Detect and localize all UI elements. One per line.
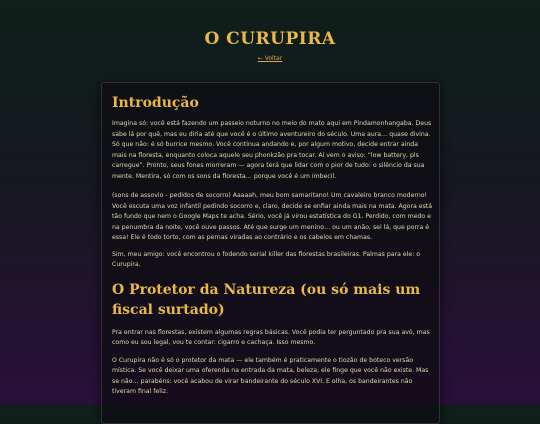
paragraph: Sim, meu amigo: você encontrou o fodendo serial killer das florestas brasileiras. Palmas para ele: o Curupira. (112, 250, 421, 268)
paragraph: (sons de assovio - pedidos de socorro) Aaaaah, meu bom samaritano! Um cavaleiro branco moderno! Você escuta uma voz infantil pedindo socorro e, claro, decide se enfiar ainda mais na mata. Agora está tão fundo que nem o Google Maps te acha. Sério, você já virou estatística do G1. Perdido, com medo e na penumbra da noite, você ouve passos. Até que surge um menino… ou um anão, sei lá, que porra é essa! Ele é todo torto, com as pernas viradas ao contrário e os cabelos em chamas. (112, 192, 433, 241)
page-title: O CURUPIRA (204, 29, 336, 49)
paragraph: Imagina só: você está fazendo um passeio noturno no meio do mato aqui em Pindamonhangaba. Deus sabe lá por quê, mas eu diria até que você é o último aventureiro do século. Uma aura… quase divina. Só que não: é só burrice mesmo. Você continua andando e, por algum motivo, decide entrar ainda mais na floresta, enquanto coloca aquele seu phonkzão pra tocar. Aí vem o aviso: “low battery, pls carregue”. Pronto, seus fones morreram — agora terá que lidar com o pior de tudo: o silêncio da sua mente. Mentira, só com os sons da floresta… porque você é um imbecil. (112, 120, 432, 180)
paragraph: O Curupira não é só o protetor da mata — ele também é praticamente o tiozão de boteco versão mística. Se você deixar uma oferenda na entrada da mata, beleza, ele finge que você não existe. Mas se não… parabéns: você acabou de virar bandeirante do século XVI. E olha, os bandeirantes não tiveram final feliz. (112, 356, 429, 395)
article-card (101, 82, 440, 424)
paragraph: Pra entrar nas florestas, existem algumas regras básicas. Você podia ter perguntado pra sua avó, mas como eu sou legal, vou te contar: cigarro e cachaça. Isso mesmo. (112, 328, 430, 346)
section-title-introducao: Introdução (112, 95, 199, 111)
section-title-protetor: O Protetor da Natureza (ou só mais um fiscal surtado) (112, 281, 421, 318)
back-link[interactable]: ← Voltar (257, 55, 283, 62)
article-content (112, 91, 432, 398)
